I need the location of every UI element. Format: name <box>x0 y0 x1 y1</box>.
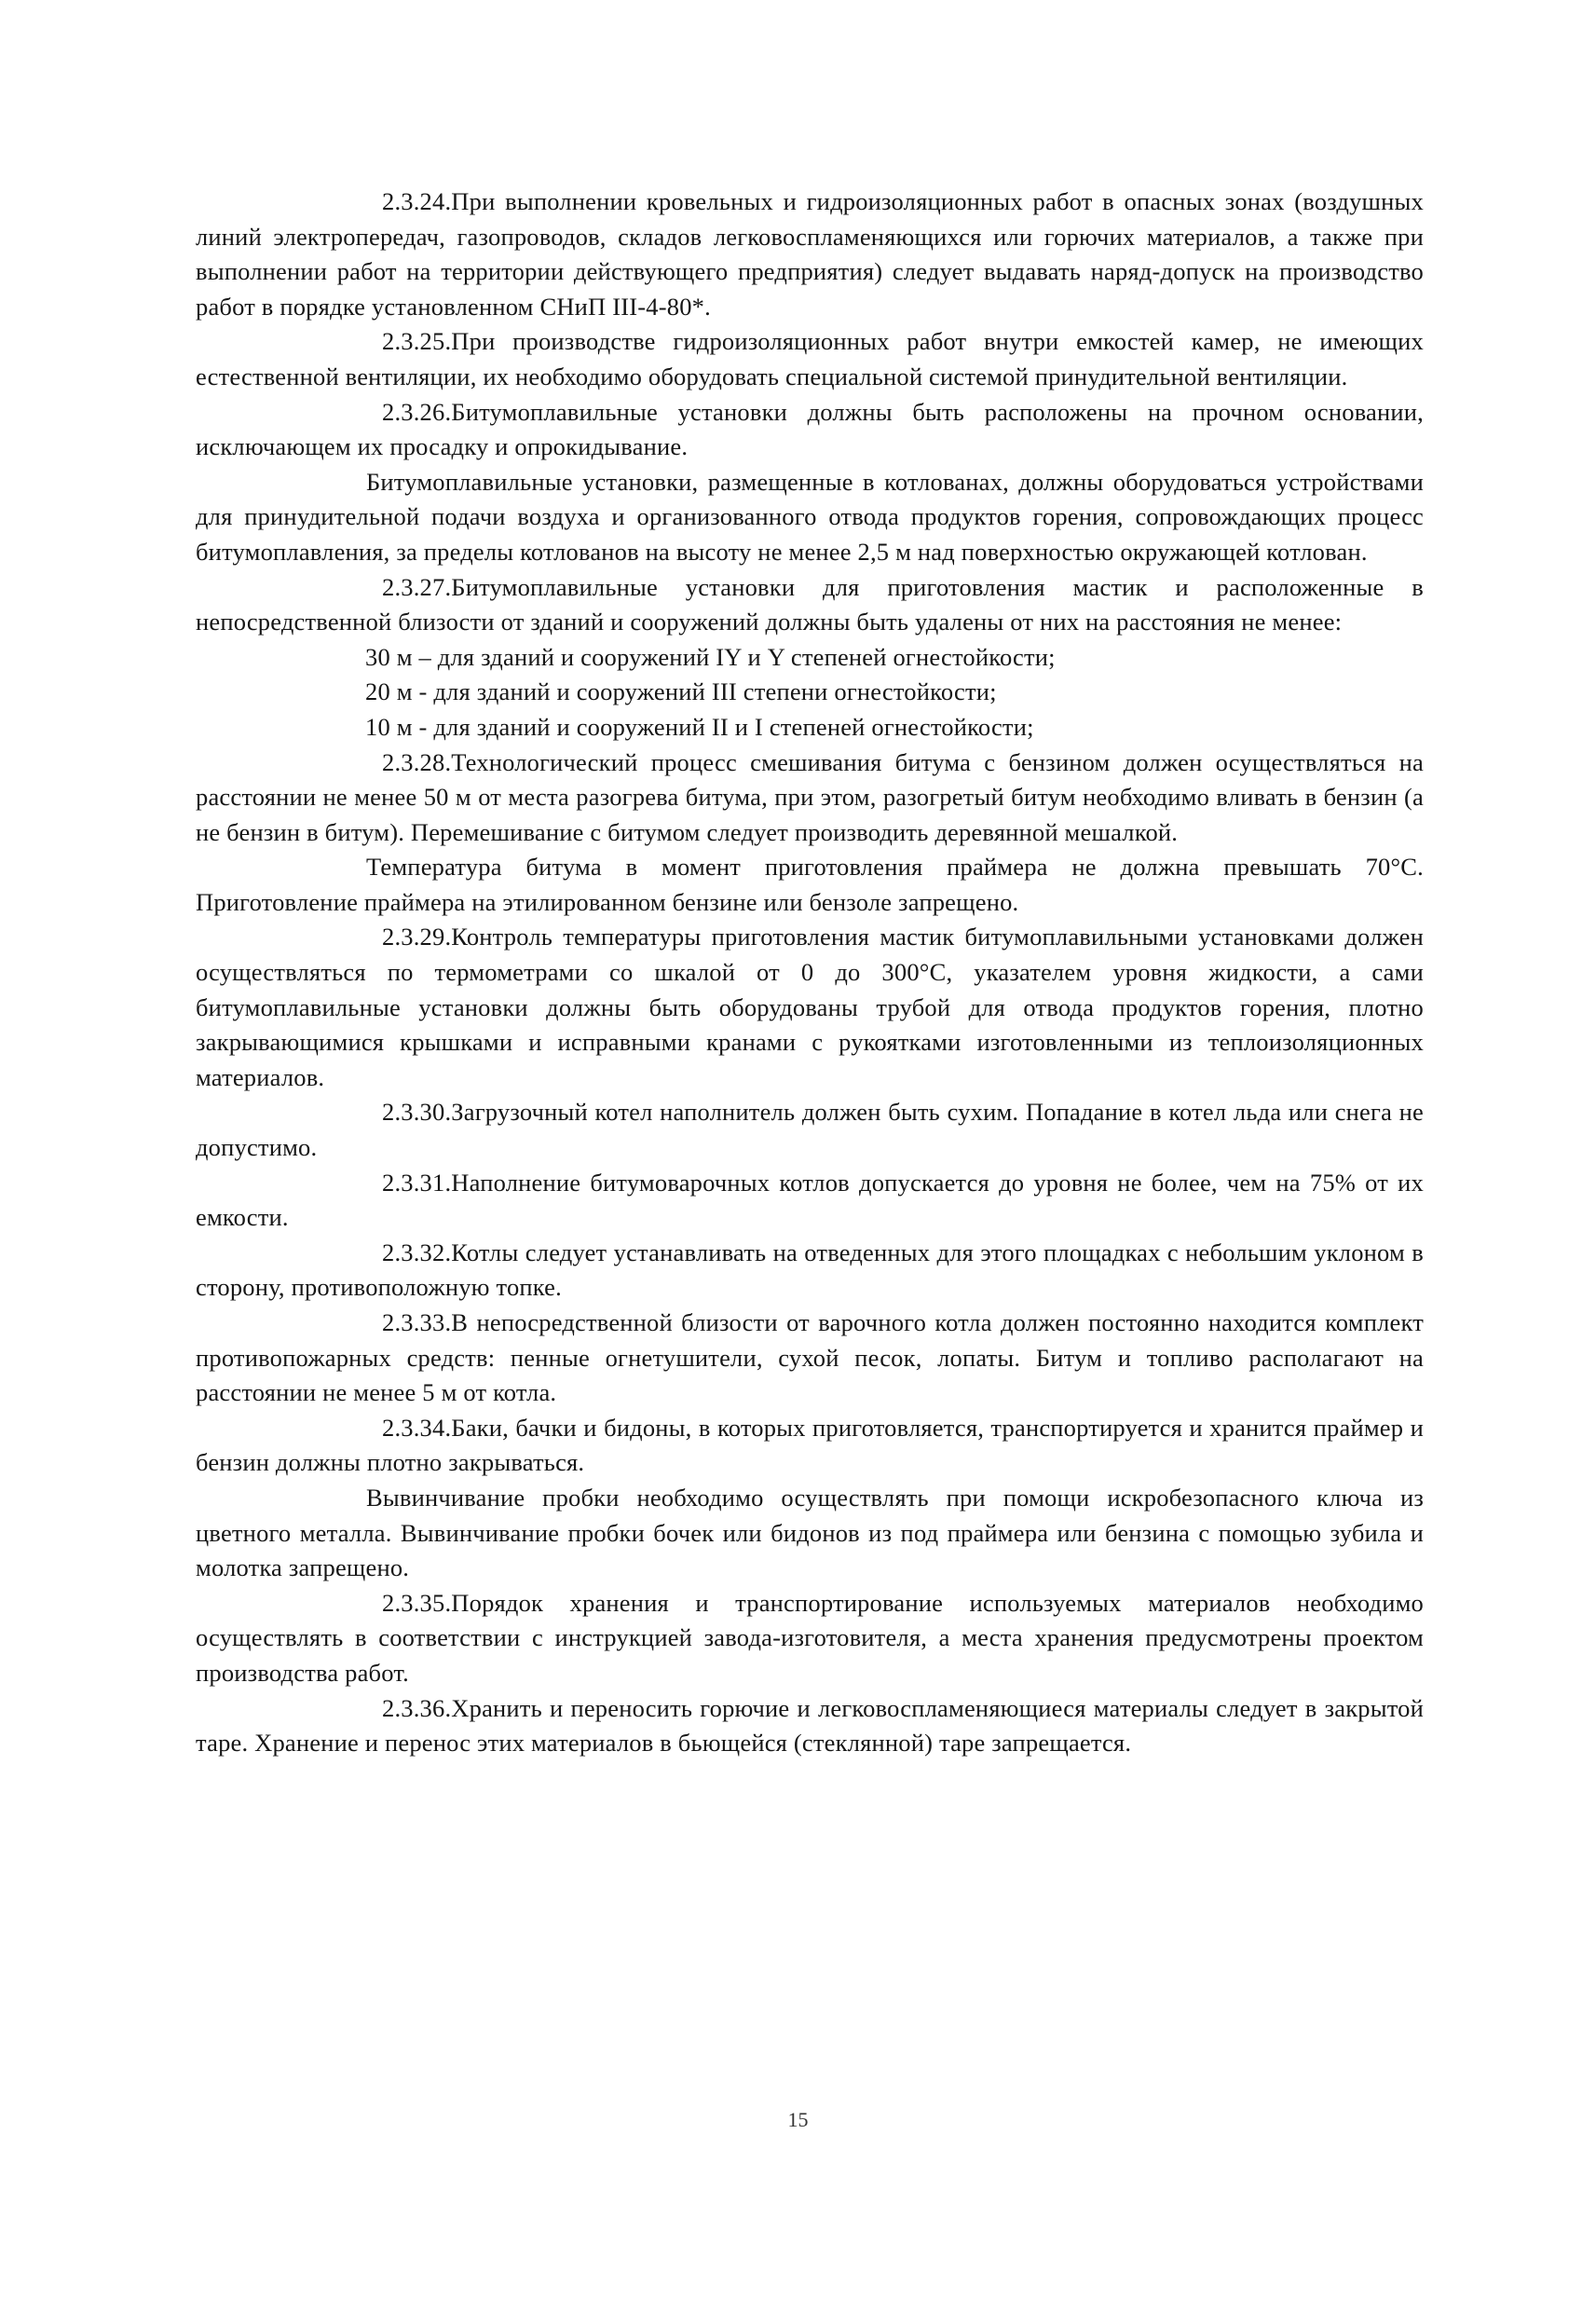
clause-number: 2.3.29. <box>382 923 452 951</box>
clause-number: 2.3.27. <box>382 572 452 601</box>
paragraph <box>196 746 1424 851</box>
paragraph <box>196 570 1424 640</box>
paragraph-text: Битумоплавильные установки, размещенные в котлованах, должны оборудоваться устройствами для принудительной подачи воздуха и организованного отвода продуктов горения, сопровождающих процесс битумоплавления, за пределы котлованов на высоту не менее 2,5 м над поверхностью окружающей котлован. <box>196 467 1424 566</box>
clause-number: 2.3.28. <box>382 747 452 776</box>
clause-number: 2.3.30. <box>382 1098 452 1127</box>
paragraph-text: При выполнении кровельных и гидроизоляционных работ в опасных зонах (воздушных линий электропередач, газопроводов, складов легковоспламеняющихся или горючих материалов, а также при выполнении работ на территории действующего предприятия) следует выдавать наряд-допуск на производство работ в порядке установленном СНиП III-4-80*. <box>196 187 1424 321</box>
paragraph <box>196 1236 1424 1306</box>
paragraph <box>196 324 1424 394</box>
paragraph-text: Технологический процесс смешивания битума с бензином должен осуществляться на расстоянии не менее 50 м от места разогрева битума, при этом, разогретый битум необходимо вливать в бензин (а не бензин в битум). Перемешивание с битумом следует производить деревянной мешалкой. <box>196 747 1424 846</box>
paragraph <box>196 1095 1424 1165</box>
clause-number: 2.3.32. <box>382 1238 452 1266</box>
paragraph <box>196 1586 1424 1691</box>
paragraph <box>196 920 1424 1095</box>
paragraph-text: Битумоплавильные установки для приготовления мастик и расположенные в непосредственной близости от зданий и сооружений должны быть удалены от них на расстояния не менее: <box>196 572 1424 636</box>
paragraph-text: 30 м – для зданий и сооружений IY и Y степеней огнестойкости; <box>365 642 1056 671</box>
paragraph-text: Температура битума в момент приготовления праймера не должна превышать 70°С. Приготовление праймера на этилированном бензине или бензоле запрещено. <box>196 853 1424 916</box>
clause-number: 2.3.31. <box>382 1168 452 1197</box>
clause-number: 2.3.26. <box>382 397 452 426</box>
paragraph-text: Загрузочный котел наполнитель должен быть сухим. Попадание в котел льда или снега не допустимо. <box>196 1098 1424 1162</box>
list-item <box>196 675 1424 710</box>
paragraph-text: Котлы следует устанавливать на отведенных для этого площадках с небольшим уклоном в сторону, противоположную топке. <box>196 1238 1424 1302</box>
clause-number: 2.3.33. <box>382 1308 452 1336</box>
list-item <box>196 710 1424 746</box>
paragraph <box>196 1411 1424 1481</box>
list-item <box>196 640 1424 676</box>
paragraph-text: 10 м - для зданий и сооружений II и I степеней огнестойкости; <box>365 712 1034 741</box>
paragraph-text: 20 м - для зданий и сооружений III степени огнестойкости; <box>365 677 997 706</box>
paragraph <box>196 395 1424 465</box>
paragraph-text: Битумоплавильные установки должны быть расположены на прочном основании, исключающем их просадку и опрокидывание. <box>196 397 1424 461</box>
clause-number: 2.3.36. <box>382 1693 452 1722</box>
paragraph <box>196 465 1424 570</box>
paragraph-text: В непосредственной близости от варочного котла должен постоянно находится комплект противопожарных средств: пенные огнетушители, сухой песок, лопаты. Битум и топливо располагают на расстоянии не менее 5 м от котла. <box>196 1308 1424 1407</box>
paragraph <box>196 850 1424 920</box>
page-number: 15 <box>787 2108 809 2131</box>
document-body <box>196 185 1424 1761</box>
paragraph-text: Хранить и переносить горючие и легковоспламеняющиеся материалы следует в закрытой таре. Хранение и перенос этих материалов в бьющейся (стеклянной) таре запрещается. <box>196 1693 1424 1758</box>
clause-number: 2.3.35. <box>382 1588 452 1617</box>
paragraph <box>196 1481 1424 1586</box>
paragraph-text: Контроль температуры приготовления мастик битумоплавильными установками должен осуществляться по термометрами со шкалой от 0 до 300°С, указателем уровня жидкости, а сами битумоплавильные установки должны быть оборудованы трубой для отвода продуктов горения, плотно закрывающимися крышками и исправными кранами с рукоятками изготовленными из теплоизоляционных материалов. <box>196 923 1424 1091</box>
paragraph-text: Наполнение битумоварочных котлов допускается до уровня не более, чем на 75% от их емкости. <box>196 1168 1424 1232</box>
clause-number: 2.3.34. <box>382 1413 452 1442</box>
paragraph <box>196 1166 1424 1236</box>
paragraph <box>196 1691 1424 1761</box>
clause-number: 2.3.24. <box>382 187 452 215</box>
clause-number: 2.3.25. <box>382 327 452 356</box>
paragraph <box>196 185 1424 324</box>
paragraph <box>196 1306 1424 1411</box>
paragraph-text: При производстве гидроизоляционных работ внутри емкостей камер, не имеющих естественной вентиляции, их необходимо оборудовать специальной системой принудительной вентиляции. <box>196 327 1424 390</box>
paragraph-text: Баки, бачки и бидоны, в которых приготовляется, транспортируется и хранится праймер и бензин должны плотно закрываться. <box>196 1413 1424 1477</box>
paragraph-text: Порядок хранения и транспортирование используемых материалов необходимо осуществлять в соответствии с инструкцией завода-изготовителя, а места хранения предусмотрены проектом производства работ. <box>196 1588 1424 1687</box>
paragraph-text: Вывинчивание пробки необходимо осуществлять при помощи искробезопасного ключа из цветного металла. Вывинчивание пробки бочек или бидонов из под праймера или бензина с помощью зубила и молотка запрещено. <box>196 1483 1424 1582</box>
